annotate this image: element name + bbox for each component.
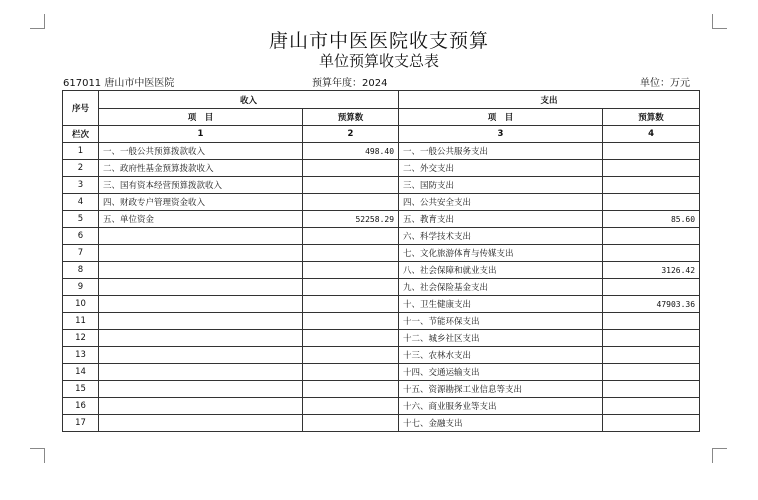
year-label: 预算年度： (312, 78, 362, 89)
income-item-cell (99, 279, 303, 296)
row-number: 9 (63, 279, 99, 296)
table-row (63, 194, 700, 211)
row-number: 11 (63, 313, 99, 330)
colnum-1: 1 (99, 126, 303, 143)
expense-item-header: 项 目 (399, 109, 603, 126)
row-number: 10 (63, 296, 99, 313)
row-number: 12 (63, 330, 99, 347)
row-number: 15 (63, 381, 99, 398)
expense-amount-cell (603, 245, 700, 262)
unit-code: 617011 (63, 78, 102, 89)
income-item-cell (99, 347, 303, 364)
row-number: 2 (63, 160, 99, 177)
income-amount-cell (303, 160, 399, 177)
table-row (63, 415, 700, 432)
expense-item-cell: 四、公共安全支出 (399, 194, 603, 211)
expense-amount-cell (603, 194, 700, 211)
expense-amount-cell (603, 177, 700, 194)
row-number: 7 (63, 245, 99, 262)
row-number: 13 (63, 347, 99, 364)
income-item-cell: 五、单位资金 (99, 211, 303, 228)
table-body (63, 143, 700, 432)
colnum-2: 2 (303, 126, 399, 143)
expense-item-cell: 十、卫生健康支出 (399, 296, 603, 313)
income-amount-cell (303, 262, 399, 279)
income-item-cell: 二、政府性基金预算拨款收入 (99, 160, 303, 177)
income-amount-cell (303, 228, 399, 245)
income-amount-cell (303, 364, 399, 381)
income-item-cell (99, 381, 303, 398)
expense-amount-cell (603, 364, 700, 381)
income-item-cell (99, 398, 303, 415)
expense-item-cell: 十三、农林水支出 (399, 347, 603, 364)
row-number: 1 (63, 143, 99, 160)
income-amount-cell (303, 347, 399, 364)
table-row (63, 330, 700, 347)
table-row (63, 347, 700, 364)
income-amount-cell (303, 279, 399, 296)
row-number: 17 (63, 415, 99, 432)
row-number: 8 (63, 262, 99, 279)
table-row (63, 279, 700, 296)
income-amount-cell: 52258.29 (303, 211, 399, 228)
table-row (63, 381, 700, 398)
income-amount-cell (303, 296, 399, 313)
income-item-header: 项 目 (99, 109, 303, 126)
expense-item-cell: 三、国防支出 (399, 177, 603, 194)
expense-item-cell: 十五、资源勘探工业信息等支出 (399, 381, 603, 398)
expense-item-cell: 六、科学技术支出 (399, 228, 603, 245)
income-item-cell (99, 245, 303, 262)
row-number: 14 (63, 364, 99, 381)
income-item-cell (99, 364, 303, 381)
expense-amount-cell: 47903.36 (603, 296, 700, 313)
expense-amount-cell (603, 228, 700, 245)
expense-item-cell: 七、文化旅游体育与传媒支出 (399, 245, 603, 262)
expense-amount-cell (603, 143, 700, 160)
table-row (63, 177, 700, 194)
income-item-cell: 一、一般公共预算拨款收入 (99, 143, 303, 160)
colnum-3: 3 (399, 126, 603, 143)
expense-item-cell: 十七、金融支出 (399, 415, 603, 432)
colnum-label: 栏次 (63, 126, 99, 143)
income-amount-cell (303, 313, 399, 330)
income-budget-header: 预算数 (303, 109, 399, 126)
income-item-cell (99, 415, 303, 432)
expense-item-cell: 十六、商业服务业等支出 (399, 398, 603, 415)
row-number: 5 (63, 211, 99, 228)
row-number: 3 (63, 177, 99, 194)
row-number: 6 (63, 228, 99, 245)
expense-amount-cell (603, 347, 700, 364)
unit-info (63, 74, 174, 89)
seq-header: 序号 (63, 91, 99, 126)
income-amount-cell (303, 177, 399, 194)
expense-amount-cell (603, 398, 700, 415)
income-header: 收入 (99, 91, 399, 109)
table-row (63, 211, 700, 228)
table-row (63, 262, 700, 279)
income-item-cell: 三、国有资本经营预算拨款收入 (99, 177, 303, 194)
income-amount-cell (303, 398, 399, 415)
expense-amount-cell (603, 160, 700, 177)
expense-item-cell: 十四、交通运输支出 (399, 364, 603, 381)
expense-item-cell: 五、教育支出 (399, 211, 603, 228)
expense-budget-header: 预算数 (603, 109, 700, 126)
unit-name: 唐山市中医医院 (104, 78, 175, 89)
table-row (63, 296, 700, 313)
colnum-4: 4 (603, 126, 700, 143)
expense-amount-cell (603, 381, 700, 398)
table-row (63, 364, 700, 381)
budget-table (62, 90, 700, 432)
document-subtitle: 单位预算收支总表 (318, 52, 439, 70)
table-row (63, 398, 700, 415)
income-amount-cell: 498.40 (303, 143, 399, 160)
expense-item-cell: 十二、城乡社区支出 (399, 330, 603, 347)
income-item-cell (99, 330, 303, 347)
table-row (63, 160, 700, 177)
row-number: 4 (63, 194, 99, 211)
row-number: 16 (63, 398, 99, 415)
income-item-cell (99, 228, 303, 245)
expense-item-cell: 二、外交支出 (399, 160, 603, 177)
table-header-row (63, 91, 700, 109)
income-amount-cell (303, 330, 399, 347)
income-item-cell (99, 313, 303, 330)
income-item-cell (99, 296, 303, 313)
year-value: 2024 (362, 78, 388, 89)
document-title: 唐山市中医医院收支预算 (268, 30, 489, 52)
expense-header: 支出 (399, 91, 700, 109)
expense-amount-cell (603, 279, 700, 296)
expense-amount-cell: 3126.42 (603, 262, 700, 279)
income-item-cell (99, 262, 303, 279)
table-row (63, 143, 700, 160)
crop-mark-bottom-left (30, 448, 45, 463)
expense-item-cell: 十一、节能环保支出 (399, 313, 603, 330)
column-number-row (63, 126, 700, 143)
expense-item-cell: 一、一般公共服务支出 (399, 143, 603, 160)
expense-item-cell: 八、社会保障和就业支出 (399, 262, 603, 279)
income-amount-cell (303, 415, 399, 432)
expense-item-cell: 九、社会保险基金支出 (399, 279, 603, 296)
expense-amount-cell (603, 330, 700, 347)
table-subheader-row (63, 109, 700, 126)
income-item-cell: 四、财政专户管理资金收入 (99, 194, 303, 211)
expense-amount-cell (603, 313, 700, 330)
table-row (63, 228, 700, 245)
income-amount-cell (303, 194, 399, 211)
currency-unit: 单位：万元 (640, 78, 690, 89)
crop-mark-bottom-right (712, 448, 727, 463)
income-amount-cell (303, 381, 399, 398)
table-row (63, 245, 700, 262)
table-row (63, 313, 700, 330)
expense-amount-cell: 85.60 (603, 211, 700, 228)
budget-year (312, 74, 387, 89)
income-amount-cell (303, 245, 399, 262)
expense-amount-cell (603, 415, 700, 432)
